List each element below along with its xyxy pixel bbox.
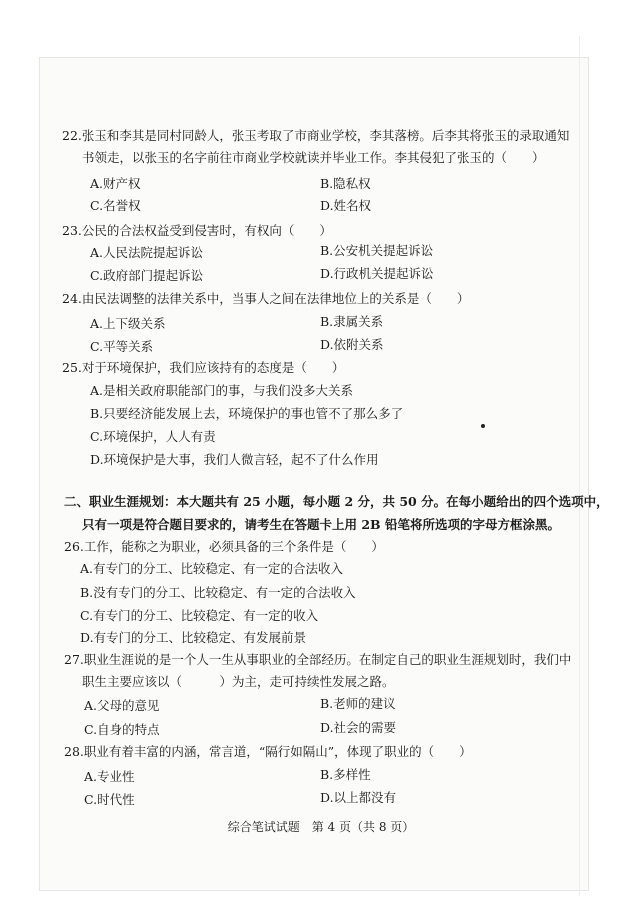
option-23-a: A.人民法院提起诉讼 (90, 245, 204, 260)
option-22-b: B.隐私权 (320, 176, 371, 191)
option-26-d: D.有专门的分工、比较稳定、有发展前景 (80, 630, 307, 645)
question-24: 24.由民法调整的法律关系中，当事人之间在法律地位上的关系是（ ） (62, 291, 470, 306)
section-2-heading-line-1: 二、职业生涯规划：本大题共有 25 小题，每小题 2 分，共 50 分。在每小题给出的四个选项中， (64, 494, 609, 509)
option-25-b: B.只要经济能发展上去，环境保护的事也管不了那么多了 (90, 406, 404, 421)
option-24-a: A.上下级关系 (90, 316, 166, 331)
question-27-line-2: 职生主要应该以（ ）为主，走可持续性发展之路。 (82, 674, 395, 689)
option-25-d: D.环境保护是大事，我们人微言轻，起不了什么作用 (90, 452, 379, 467)
option-26-c: C.有专门的分工、比较稳定、有一定的收入 (80, 608, 319, 623)
option-26-b: B.没有专门的分工、比较稳定、有一定的合法收入 (80, 585, 356, 600)
option-25-a: A.是相关政府职能部门的事，与我们没多大关系 (90, 383, 354, 398)
page-footer: 综合笔试试题 第 4 页（共 8 页） (227, 820, 415, 834)
option-24-d: D.依附关系 (320, 337, 384, 352)
option-27-b: B.老师的建议 (320, 696, 396, 711)
question-26: 26.工作，能称之为职业，必须具备的三个条件是（ ） (64, 539, 384, 554)
option-28-c: C.时代性 (84, 792, 135, 807)
option-23-d: D.行政机关提起诉讼 (320, 266, 434, 281)
option-25-c: C.环境保护，人人有责 (90, 429, 216, 444)
question-27-line-1: 27.职业生涯说的是一个人一生从事职业的全部经历。在制定自己的职业生涯规划时，我们中 (64, 652, 572, 667)
option-23-c: C.政府部门提起诉讼 (90, 268, 204, 283)
option-22-a: A.财产权 (90, 176, 141, 191)
option-27-a: A.父母的意见 (84, 698, 160, 713)
question-25: 25.对于环境保护，我们应该持有的态度是（ ） (62, 360, 345, 375)
question-23: 23.公民的合法权益受到侵害时，有权向（ ） (62, 223, 332, 238)
section-2-heading-line-2: 只有一项是符合题目要求的，请考生在答题卡上用 2B 铅笔将所选项的字母方框涂黑。 (82, 517, 560, 532)
question-22-line-1: 22.张玉和李其是同村同龄人，张玉考取了市商业学校，李其落榜。后李其将张玉的录取通知 (62, 128, 570, 143)
scan-speck (481, 424, 485, 428)
option-28-d: D.以上都没有 (320, 790, 397, 805)
option-24-b: B.隶属关系 (320, 314, 384, 329)
option-23-b: B.公安机关提起诉讼 (320, 243, 434, 258)
question-22-line-2: 书领走，以张玉的名字前往市商业学校就读并毕业工作。李其侵犯了张玉的（ ） (82, 150, 545, 165)
option-27-c: C.自身的特点 (84, 722, 160, 737)
option-27-d: D.社会的需要 (320, 720, 397, 735)
option-26-a: A.有专门的分工、比较稳定、有一定的合法收入 (80, 561, 344, 576)
option-22-c: C.名誉权 (90, 198, 141, 213)
question-28: 28.职业有着丰富的内涵，常言道，“隔行如隔山”，体现了职业的（ ） (64, 744, 472, 759)
option-28-a: A.专业性 (84, 769, 135, 784)
option-28-b: B.多样性 (320, 767, 371, 782)
option-24-c: C.平等关系 (90, 339, 154, 354)
option-22-d: D.姓名权 (320, 198, 372, 213)
